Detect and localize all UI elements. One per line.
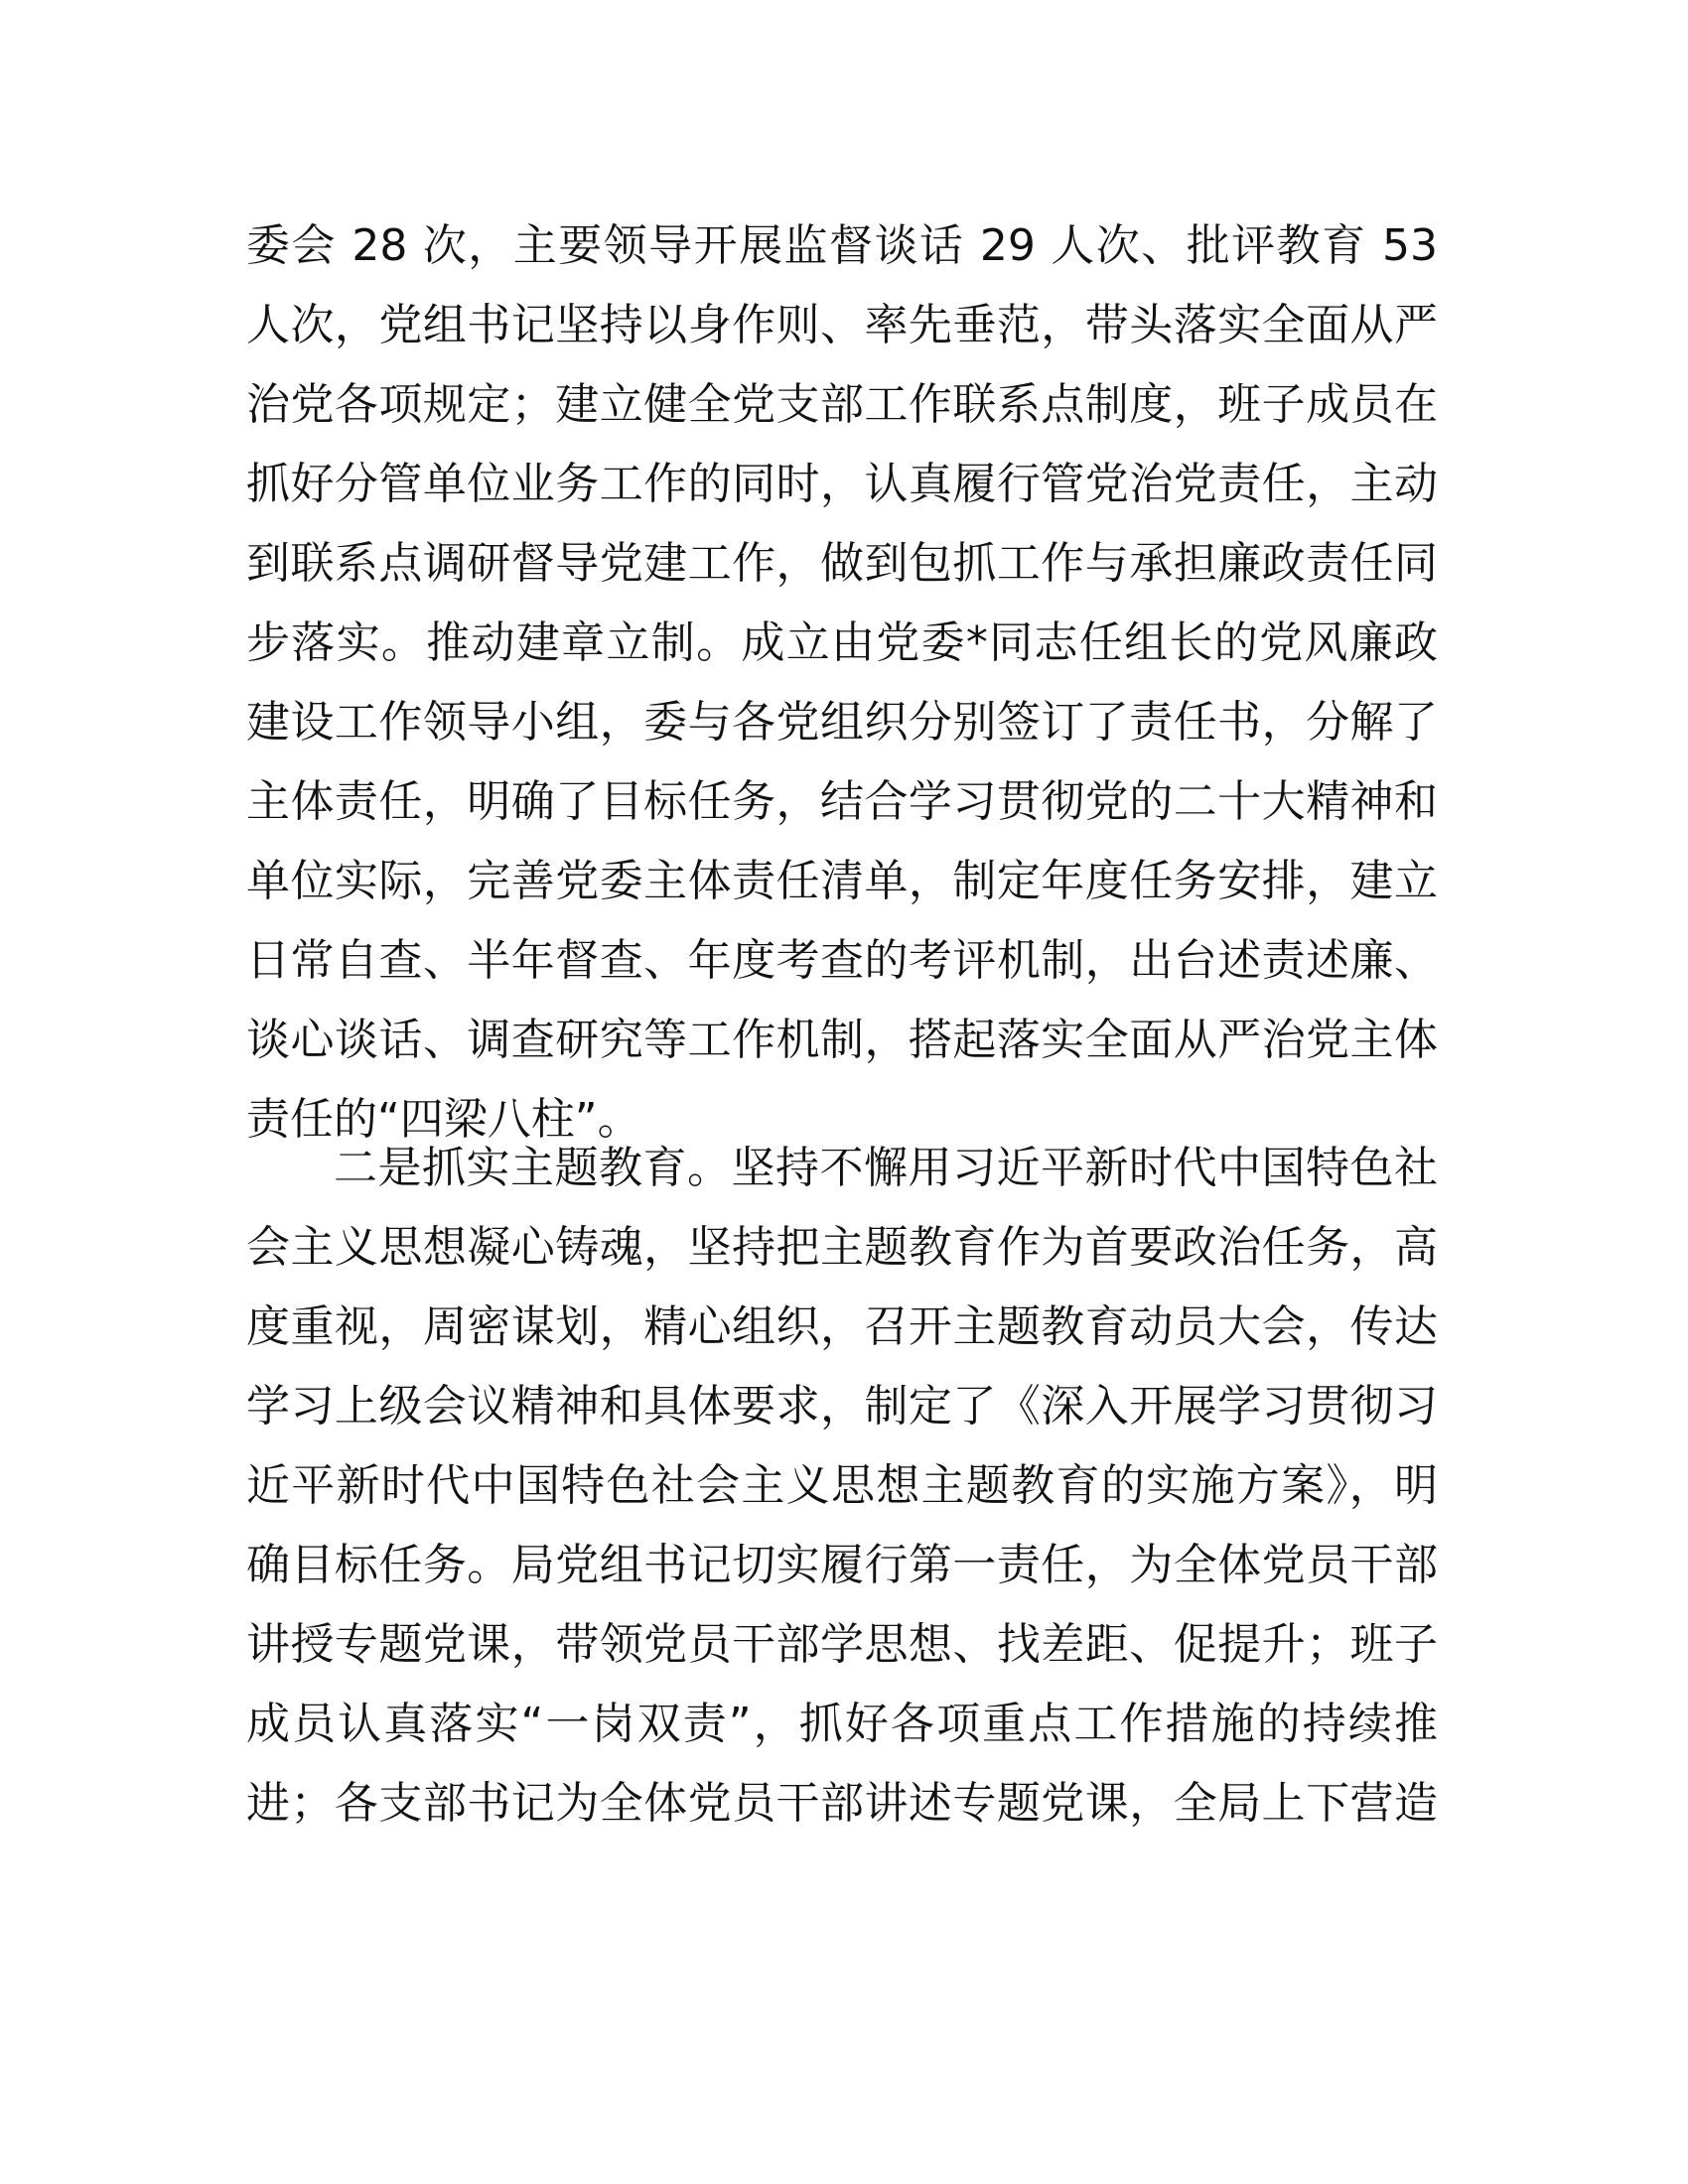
paragraph-line: 进；各支部书记为全体党员干部讲述专题党课，全局上下营造 <box>246 1778 1438 1829</box>
paragraph-theme-education <box>246 1129 1438 1843</box>
paragraph-line: 确目标任务。局党组书记切实履行第一责任，为全体党员干部 <box>246 1540 1438 1590</box>
paragraph-line: 会主义思想凝心铸魂，坚持把主题教育作为首要政治任务，高 <box>246 1222 1438 1273</box>
paragraph-line: 学习上级会议精神和具体要求，制定了《深入开展学习贯彻习 <box>246 1381 1438 1432</box>
paragraph-line: 建设工作领导小组，委与各党组织分别签订了责任书，分解了 <box>246 697 1438 748</box>
paragraph-line: 成员认真落实“一岗双责”，抓好各项重点工作措施的持续推 <box>246 1699 1438 1749</box>
paragraph-line: 主体责任，明确了目标任务，结合学习贯彻党的二十大精神和 <box>246 776 1438 827</box>
paragraph-line: 抓好分管单位业务工作的同时，认真履行管党治党责任，主动 <box>246 459 1438 509</box>
paragraph-line: 近平新时代中国特色社会主义思想主题教育的实施方案》，明 <box>246 1460 1438 1511</box>
paragraph-line: 步落实。推动建章立制。成立由党委*同志任组长的党风廉政 <box>246 617 1438 668</box>
paragraph-line: 委会 28 次，主要领导开展监督谈话 29 人次、批评教育 53 <box>246 220 1438 271</box>
paragraph-line: 治党各项规定；建立健全党支部工作联系点制度，班子成员在 <box>246 379 1438 430</box>
paragraph-party-responsibility <box>246 206 1438 1160</box>
paragraph-line: 讲授专题党课，带领党员干部学思想、找差距、促提升；班子 <box>246 1619 1438 1670</box>
paragraph-line: 到联系点调研督导党建工作，做到包抓工作与承担廉政责任同 <box>246 538 1438 589</box>
paragraph-line: 谈心谈话、调查研究等工作机制，搭起落实全面从严治党主体 <box>246 1015 1438 1065</box>
paragraph-line: 单位实际，完善党委主体责任清单，制定年度任务安排，建立 <box>246 856 1438 906</box>
paragraph-line: 度重视，周密谋划，精心组织，召开主题教育动员大会，传达 <box>246 1301 1438 1352</box>
paragraph-line: 责任的“四梁八柱”。 <box>246 1094 641 1145</box>
paragraph-line: 人次，党组书记坚持以身作则、率先垂范，带头落实全面从严 <box>246 300 1438 350</box>
paragraph-line: 二是抓实主题教育。坚持不懈用习近平新时代中国特色社 <box>334 1143 1438 1193</box>
paragraph-line: 日常自查、半年督查、年度考查的考评机制，出台述责述廉、 <box>246 935 1438 986</box>
